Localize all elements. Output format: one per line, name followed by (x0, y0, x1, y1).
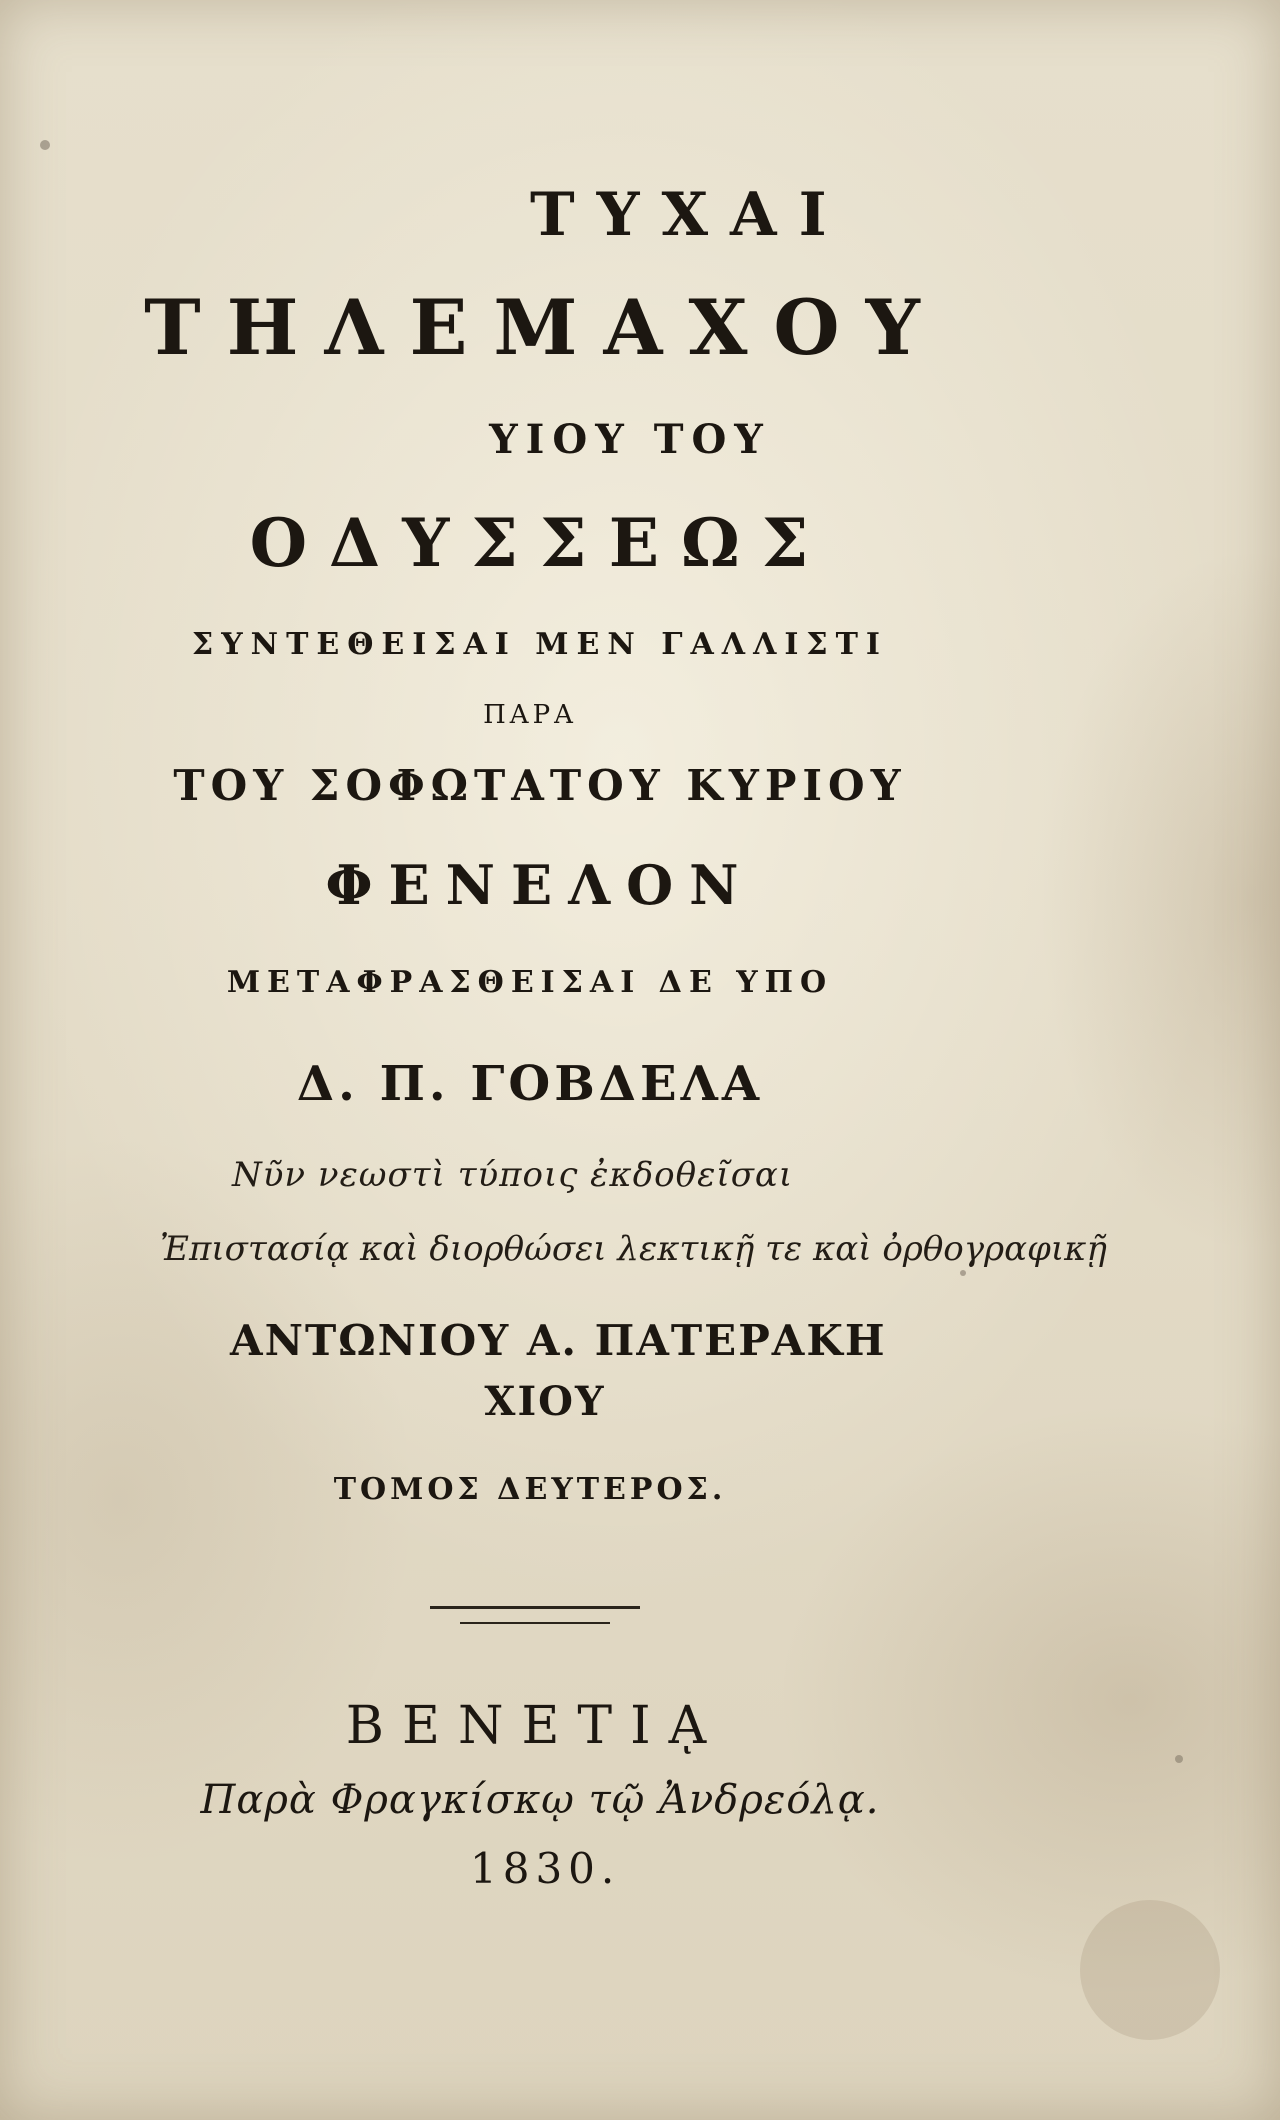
ink-speck (40, 140, 50, 150)
translator-line: ΜΕΤΑΦΡΑΣΘΕΙΣΑΙ ΔΕ ΥΠΟ (226, 965, 834, 1000)
paper-stain (1080, 1900, 1220, 2040)
subtitle-line-5: ΣΥΝΤΕΘΕΙΣΑΙ ΜΕΝ ΓΑΛΛΙΣΤΙ (192, 627, 888, 662)
imprint-year: 1830. (470, 1844, 621, 1893)
editor-name: ΑΝΤΩΝΙΟΥ Α. ΠΑΤΕΡΑΚΗ (230, 1316, 887, 1365)
title-line-4: ΟΔΥΣΣΕΩΣ (249, 504, 831, 582)
volume-label: ΤΟΜΟΣ ΔΕΥΤΕΡΟΣ. (333, 1472, 727, 1507)
handwritten-note-line-1: Νῦν νεωστὶ τύποις ἐκδοθεῖσαι (232, 1155, 794, 1195)
author-name: ΦΕΝΕΛΟΝ (325, 853, 755, 917)
handwritten-note-line-2: Ἐπιστασίᾳ καὶ διορθώσει λεκτικῇ τε καὶ ὀρθογραφικῇ (160, 1229, 1107, 1269)
editor-origin: ΧΙΟΥ (484, 1378, 606, 1425)
divider-rule (430, 1606, 640, 1609)
subtitle-line-6: ΠΑΡΑ (483, 700, 577, 730)
divider-rule-short (460, 1622, 610, 1624)
ink-speck (960, 1270, 966, 1276)
ink-speck (1175, 1755, 1183, 1763)
imprint-printer: Παρὰ Φραγκίσκῳ τῷ Ἀνδρεόλᾳ. (200, 1777, 880, 1823)
translator-name: Δ. Π. ΓΟΒΔΕΛΑ (296, 1056, 764, 1112)
imprint-city: ΒΕΝΕΤΙᾼ (345, 1696, 725, 1756)
title-line-3: ΥΙΟΥ ΤΟΥ (489, 416, 771, 463)
subtitle-line-7: ΤΟΥ ΣΟΦΩΤΑΤΟΥ ΚΥΡΙΟΥ (173, 761, 907, 810)
title-line-1: ΤΥΧΑΙ (530, 180, 849, 250)
title-line-2: ΤΗΛΕΜΑΧΟΥ (144, 283, 946, 372)
